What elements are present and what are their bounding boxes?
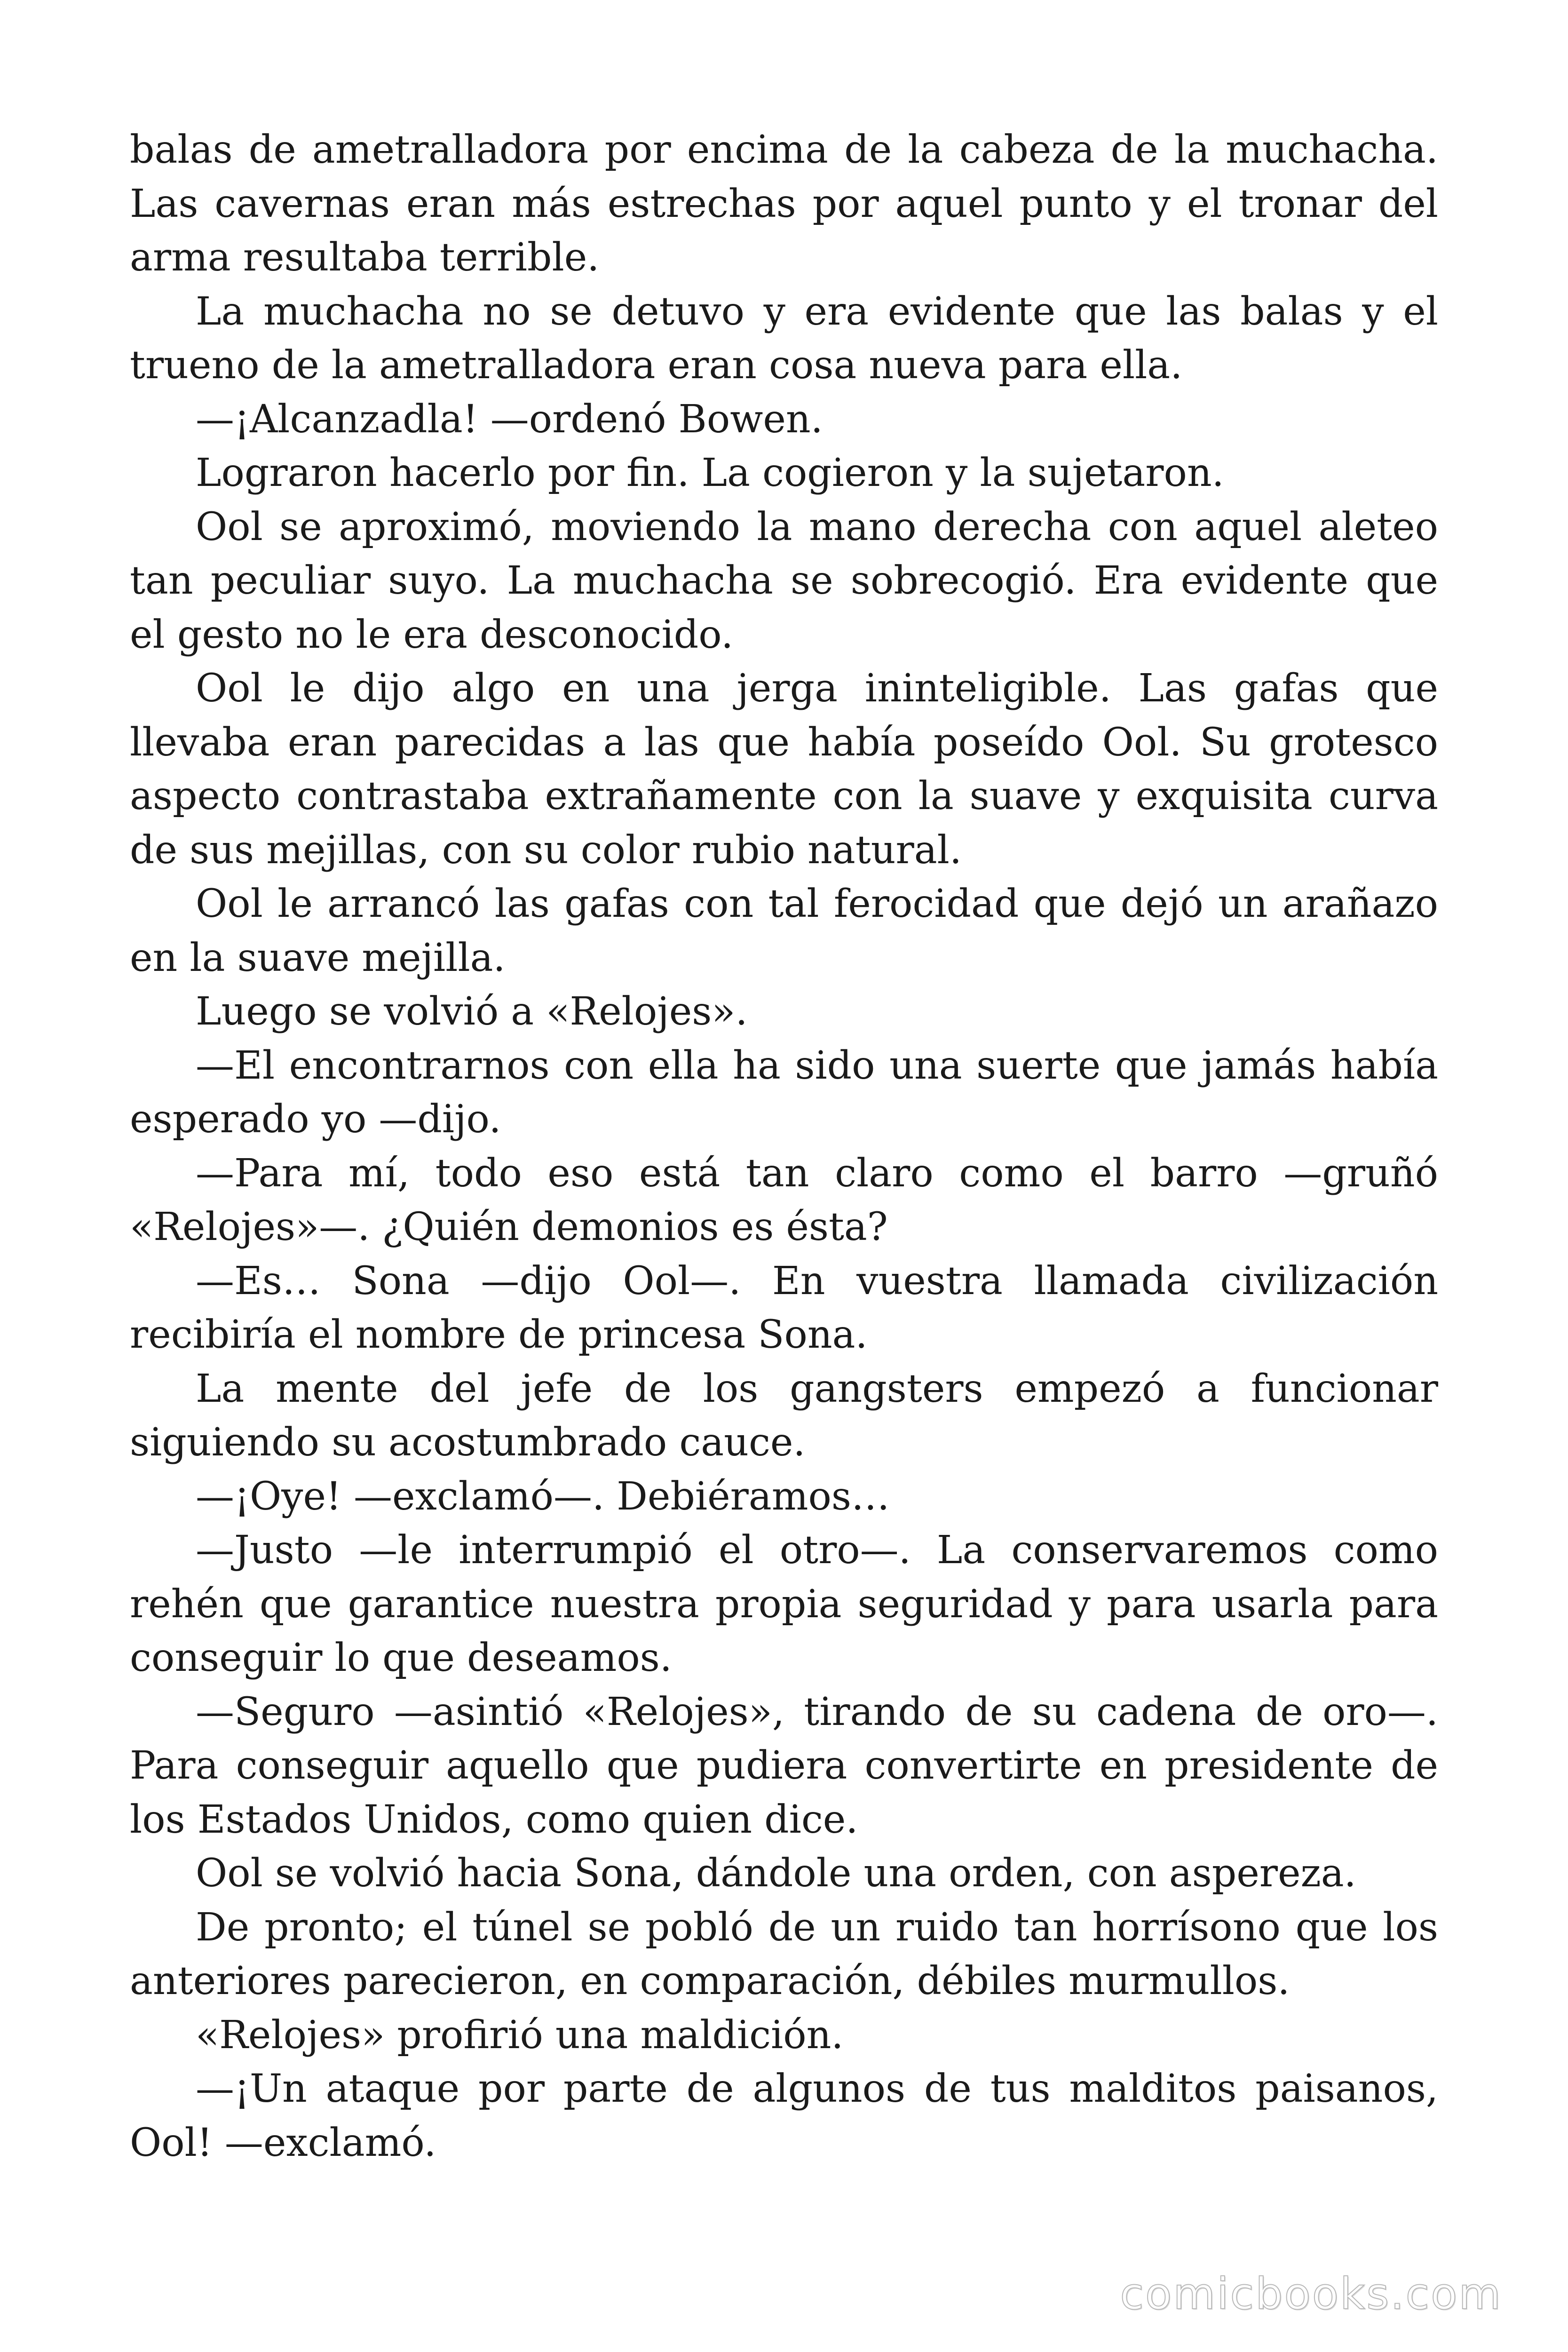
paragraph: —El encontrarnos con ella ha sido una suerte que jamás había esperado yo —dijo. bbox=[130, 1043, 1438, 1142]
paragraph: —Justo —le interrumpió el otro—. La conservaremos como rehén que garantice nuestra propia seguridad y para usarla para conseguir lo que deseamos. bbox=[130, 1528, 1438, 1680]
paragraph: —Es… Sona —dijo Ool—. En vuestra llamada civilización recibiría el nombre de princesa Sona. bbox=[130, 1258, 1438, 1357]
paragraph: Ool le arrancó las gafas con tal ferocidad que dejó un arañazo en la suave mejilla. bbox=[130, 882, 1438, 980]
paragraph: Lograron hacerlo por fin. La cogieron y la sujetaron. bbox=[196, 451, 1224, 495]
paragraph: —Para mí, todo eso está tan claro como el barro —gruñó «Relojes»—. ¿Quién demonios es ésta? bbox=[130, 1151, 1438, 1249]
paragraph: La muchacha no se detuvo y era evidente que las balas y el trueno de la ametralladora eran cosa nueva para ella. bbox=[130, 289, 1438, 388]
paragraph: Ool se aproximó, moviendo la mano derecha con aquel aleteo tan peculiar suyo. La muchacha se sobrecogió. Era evidente que el gesto no le era desconocido. bbox=[130, 504, 1438, 657]
watermark: comicbooks.com bbox=[1120, 2269, 1502, 2319]
body-text bbox=[130, 123, 1438, 2170]
paragraph: Ool se volvió hacia Sona, dándole una orden, con aspereza. bbox=[196, 1851, 1356, 1896]
paragraph: —Seguro —asintió «Relojes», tirando de su cadena de oro—. Para conseguir aquello que pudiera convertirte en presidente de los Estados Unidos, como quien dice. bbox=[130, 1689, 1438, 1842]
paragraph: —¡Alcanzadla! —ordenó Bowen. bbox=[196, 397, 823, 442]
paragraph: balas de ametralladora por encima de la cabeza de la muchacha. Las cavernas eran más estrechas por aquel punto y el tronar del arma resultaba terrible. bbox=[130, 127, 1438, 280]
paragraph: De pronto; el túnel se pobló de un ruido tan horrísono que los anteriores parecieron, en comparación, débiles murmullos. bbox=[130, 1905, 1438, 2003]
paragraph: Ool le dijo algo en una jerga ininteligible. Las gafas que llevaba eran parecidas a las que había poseído Ool. Su grotesco aspecto contrastaba extrañamente con la suave y exquisita curva de sus mejillas, con su color rubio natural. bbox=[130, 666, 1438, 873]
paragraph: —¡Un ataque por parte de algunos de tus malditos paisanos, Ool! —exclamó. bbox=[130, 2066, 1438, 2165]
paragraph: Luego se volvió a «Relojes». bbox=[196, 989, 748, 1034]
paragraph: —¡Oye! —exclamó—. Debiéramos… bbox=[196, 1474, 890, 1519]
paragraph: La mente del jefe de los gangsters empezó a funcionar siguiendo su acostumbrado cauce. bbox=[130, 1366, 1438, 1465]
paragraph: «Relojes» profirió una maldición. bbox=[196, 2012, 844, 2058]
